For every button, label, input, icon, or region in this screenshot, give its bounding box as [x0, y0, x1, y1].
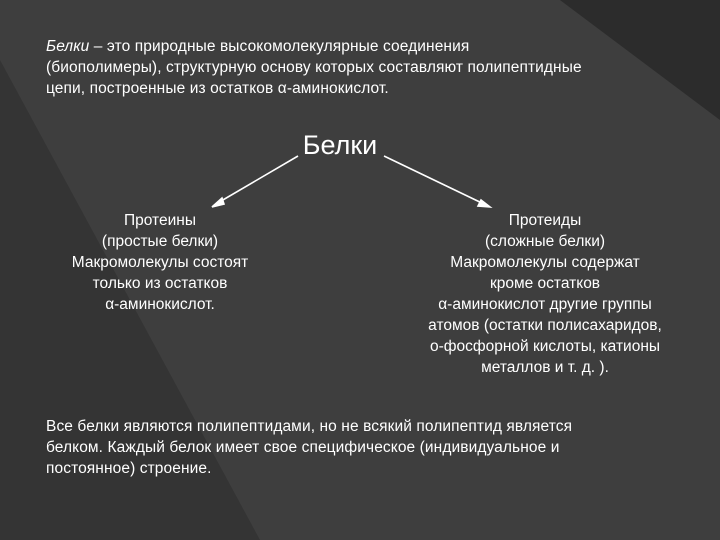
complex-proteins-line: о-фосфорной кислоты, катионы	[429, 338, 661, 355]
complex-proteins-line: металлов и т. д. ).	[481, 359, 609, 376]
simple-proteins-line: (простые белки)	[101, 233, 219, 250]
intro-line-3: цепи, построенные из остатков α-аминокислот.	[46, 80, 389, 97]
complex-proteins-line: (сложные белки)	[484, 233, 606, 250]
simple-proteins-box	[40, 210, 280, 315]
summary-line-1: Все белки являются полипептидами, но не всякий полипептид является	[46, 418, 573, 435]
complex-proteins-line: Макромолекулы содержат	[450, 254, 640, 271]
simple-proteins-line: Протеины	[124, 212, 196, 229]
simple-proteins-line: α-аминокислот.	[105, 296, 215, 313]
complex-proteins-line: атомов (остатки полисахаридов,	[428, 317, 662, 334]
diagram-center-title: Белки	[302, 130, 378, 160]
intro-line-2: (биополимеры), структурную основу которых составляют полипептидные	[46, 59, 582, 76]
summary-line-3: постоянное) строение.	[46, 460, 212, 477]
complex-proteins-line: Протеиды	[508, 212, 582, 229]
intro-line-1	[46, 36, 686, 57]
summary-paragraph	[46, 416, 686, 479]
intro-paragraph	[46, 36, 686, 99]
intro-line-1-rest: – это природные высокомолекулярные соединения	[89, 38, 470, 55]
intro-term: Белки	[46, 38, 90, 55]
complex-proteins-line: α-аминокислот другие группы	[438, 296, 652, 313]
complex-proteins-line: кроме остатков	[489, 275, 601, 292]
complex-proteins-box	[400, 210, 690, 378]
summary-line-2: белком. Каждый белок имеет свое специфическое (индивидуальное и	[46, 439, 560, 456]
simple-proteins-line: только из остатков	[92, 275, 228, 292]
simple-proteins-line: Макромолекулы состоят	[71, 254, 249, 271]
